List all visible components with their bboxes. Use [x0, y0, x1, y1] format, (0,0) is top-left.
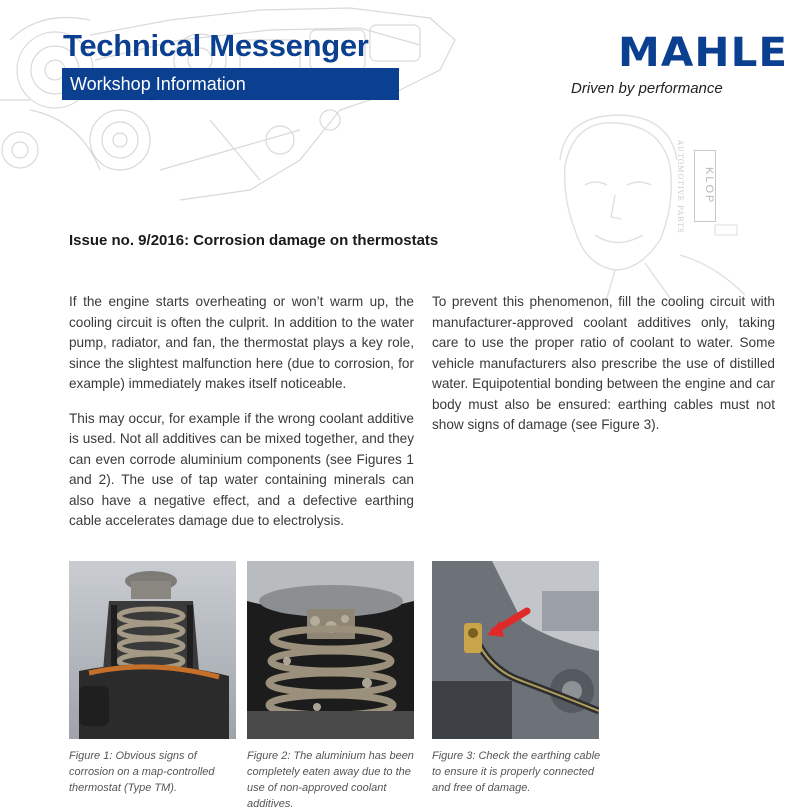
body-column-left — [69, 292, 414, 546]
document-subtitle: Workshop Information — [70, 74, 246, 94]
issue-heading: Issue no. 9/2016: Corrosion damage on thermostats — [69, 232, 439, 249]
figure-3-caption: Figure 3: Check the earthing cable to ensure it is properly connected and free of damage. — [432, 750, 601, 794]
paragraph: This may occur, for example if the wrong coolant additive is used. Not all additives can be mixed together, and they can even corrode aluminium components (see Figures 1 and 2). The use of tap water containing minerals can also have a negative effect, and a defective earthing cable accelerates damage due to electrolysis. — [69, 410, 414, 528]
brand-logo: MAHLE — [618, 30, 789, 76]
figure-2-image — [247, 561, 414, 739]
watermark-stamp-sub: AUTOMOTIVE PARTS — [676, 140, 684, 234]
figure-1-caption: Figure 1: Obvious signs of corrosion on a map-controlled thermostat (Type TM). — [69, 750, 215, 794]
watermark-stamp: KLOP — [694, 150, 716, 222]
subtitle-bar — [62, 68, 399, 100]
portrait-sketch-illustration — [545, 105, 785, 305]
figure-2-caption: Figure 2: The aluminium has been completely eaten away due to the use of non-approved coolant additives. — [247, 750, 414, 810]
figure-3-image — [432, 561, 599, 739]
paragraph: To prevent this phenomenon, fill the cooling circuit with manufacturer-approved coolant additives only, taking care to use the proper ratio of coolant to water. Some vehicle manufacturers also prescribe the use of distilled water. Equipotential bonding between the engine and car body must also be ensured: earthing cables must not show signs of damage (see Figure 3). — [432, 294, 775, 432]
paragraph: If the engine starts overheating or won’t warm up, the cooling circuit is often the culprit. In addition to the water pump, radiator, and fan, the thermostat plays a key role, since the slightest malfunction here (due to corrosion, for example) immediately makes itself noticeable. — [69, 294, 414, 391]
document-title: Technical Messenger — [63, 28, 369, 63]
figure-1-image — [69, 561, 236, 739]
brand-slogan: Driven by performance — [571, 80, 723, 97]
body-column-right — [432, 292, 775, 450]
